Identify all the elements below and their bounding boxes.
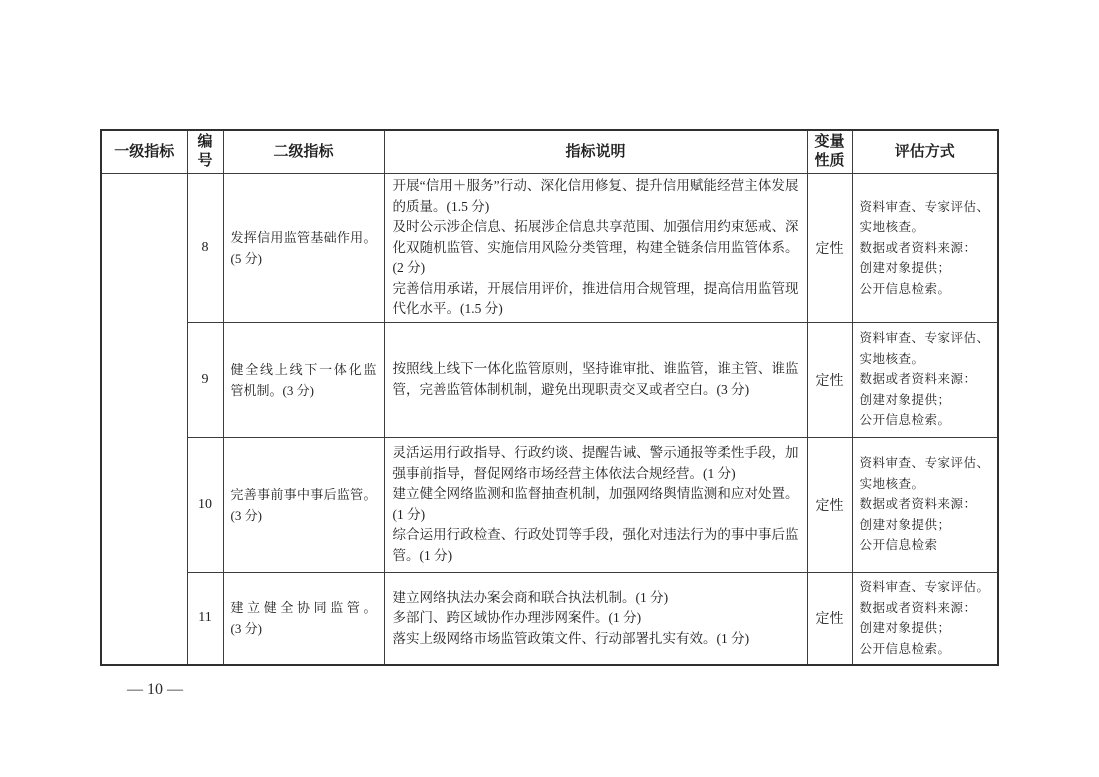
page-number: — 10 — bbox=[127, 681, 183, 698]
text-line: 创建对象提供； bbox=[859, 392, 951, 407]
text-line: 数据或者资料来源： bbox=[859, 372, 977, 387]
text-line: 公开信息检索。 bbox=[859, 641, 951, 656]
level2-indicator-cell bbox=[223, 322, 384, 437]
text-line: 建立健全协同监管。 bbox=[230, 600, 377, 616]
text-line: 创建对象提供； bbox=[859, 261, 951, 275]
description-cell bbox=[384, 174, 807, 323]
column-header-level2: 二级指标 bbox=[223, 130, 384, 174]
text-line: (5 分) bbox=[230, 250, 262, 266]
table-row bbox=[101, 322, 998, 437]
column-header-level1: 一级指标 bbox=[101, 130, 187, 174]
level2-indicator-cell bbox=[223, 572, 384, 665]
level1-indicator-cell bbox=[101, 174, 187, 666]
description-cell bbox=[384, 322, 807, 437]
text-line: 公开信息检索。 bbox=[859, 413, 951, 428]
text-line: 完善事前事中事后监管。 bbox=[230, 486, 377, 502]
text-line: 资料审查、专家评估、 bbox=[859, 331, 990, 346]
text-line: 完善信用承诺，开展信用评价，推进信用合规管理，提高信用监管现代化水平。(1.5 分) bbox=[392, 280, 799, 316]
text-line: 资料审查、专家评估。 bbox=[859, 580, 990, 595]
variable-nature-cell: 定性 bbox=[807, 174, 852, 323]
text-line: 公开信息检索 bbox=[859, 538, 938, 553]
text-line: 数据或者资料来源： bbox=[859, 497, 977, 512]
number-cell: 10 bbox=[187, 437, 223, 572]
text-line: 综合运用行政检查、行政处罚等手段，强化对违法行为的事中事后监管。(1 分) bbox=[392, 527, 799, 563]
text-line: 数据或者资料来源： bbox=[859, 240, 977, 255]
column-header-description: 指标说明 bbox=[384, 130, 807, 174]
text-line: 建立健全网络监测和监督抽查机制，加强网络舆情监测和应对处置。(1 分) bbox=[392, 486, 799, 522]
level2-indicator-cell bbox=[223, 437, 384, 572]
evaluation-method-cell bbox=[852, 437, 998, 572]
text-line: 健全线上线下一体化监 bbox=[230, 361, 377, 377]
evaluation-method-cell bbox=[852, 174, 998, 323]
text-line: 实地核查。 bbox=[859, 220, 925, 234]
evaluation-method-cell bbox=[852, 322, 998, 437]
evaluation-indicators-table bbox=[100, 129, 999, 666]
text-line: 资料审查、专家评估、 bbox=[859, 456, 990, 471]
text-line: 创建对象提供； bbox=[859, 517, 951, 532]
column-header-nature: 变量性质 bbox=[807, 130, 852, 174]
text-line: 管机制。(3 分) bbox=[230, 382, 314, 398]
table-row bbox=[101, 572, 998, 665]
table-row bbox=[101, 174, 998, 323]
text-line: 创建对象提供； bbox=[859, 621, 951, 636]
level2-indicator-cell bbox=[223, 174, 384, 323]
text-line: 实地核查。 bbox=[859, 351, 925, 366]
text-line: 及时公示涉企信息、拓展涉企信息共享范围、加强信用约束惩戒、深化双随机监管、实施信用风险分类管理，构建全链条信用监管体系。(2 分) bbox=[392, 219, 799, 275]
text-line: 发挥信用监管基础作用。 bbox=[230, 229, 377, 245]
text-line: 建立网络执法办案会商和联合执法机制。(1 分) bbox=[392, 589, 669, 605]
header-row bbox=[101, 130, 998, 174]
evaluation-method-cell bbox=[852, 572, 998, 665]
column-header-number: 编号 bbox=[187, 130, 223, 174]
number-cell: 9 bbox=[187, 322, 223, 437]
text-line: (3 分) bbox=[230, 621, 262, 637]
text-line: 开展“信用＋服务”行动、深化信用修复、提升信用赋能经营主体发展的质量。(1.5 分) bbox=[392, 178, 799, 214]
text-line: (3 分) bbox=[230, 507, 262, 523]
table-row bbox=[101, 437, 998, 572]
text-line: 灵活运用行政指导、行政约谈、提醒告诫、警示通报等柔性手段，加强事前指导，督促网络市场经营主体依法合规经营。(1 分) bbox=[392, 445, 799, 481]
text-line: 公开信息检索。 bbox=[859, 281, 951, 296]
text-line: 资料审查、专家评估、 bbox=[859, 199, 990, 214]
column-header-evaluation: 评估方式 bbox=[852, 130, 998, 174]
text-line: 实地核查。 bbox=[859, 476, 925, 491]
text-line: 多部门、跨区域协作办理涉网案件。(1 分) bbox=[392, 610, 642, 625]
text-line: 数据或者资料来源： bbox=[859, 600, 977, 615]
variable-nature-cell: 定性 bbox=[807, 322, 852, 437]
variable-nature-cell: 定性 bbox=[807, 572, 852, 665]
number-cell: 8 bbox=[187, 174, 223, 323]
description-cell bbox=[384, 437, 807, 572]
description-cell bbox=[384, 572, 807, 665]
variable-nature-cell: 定性 bbox=[807, 437, 852, 572]
text-line: 落实上级网络市场监管政策文件、行动部署扎实有效。(1 分) bbox=[392, 630, 750, 646]
text-line: 按照线上线下一体化监管原则，坚持谁审批、谁监管，谁主管、谁监管，完善监管体制机制，避免出现职责交叉或者空白。(3 分) bbox=[392, 361, 799, 397]
number-cell: 11 bbox=[187, 572, 223, 665]
